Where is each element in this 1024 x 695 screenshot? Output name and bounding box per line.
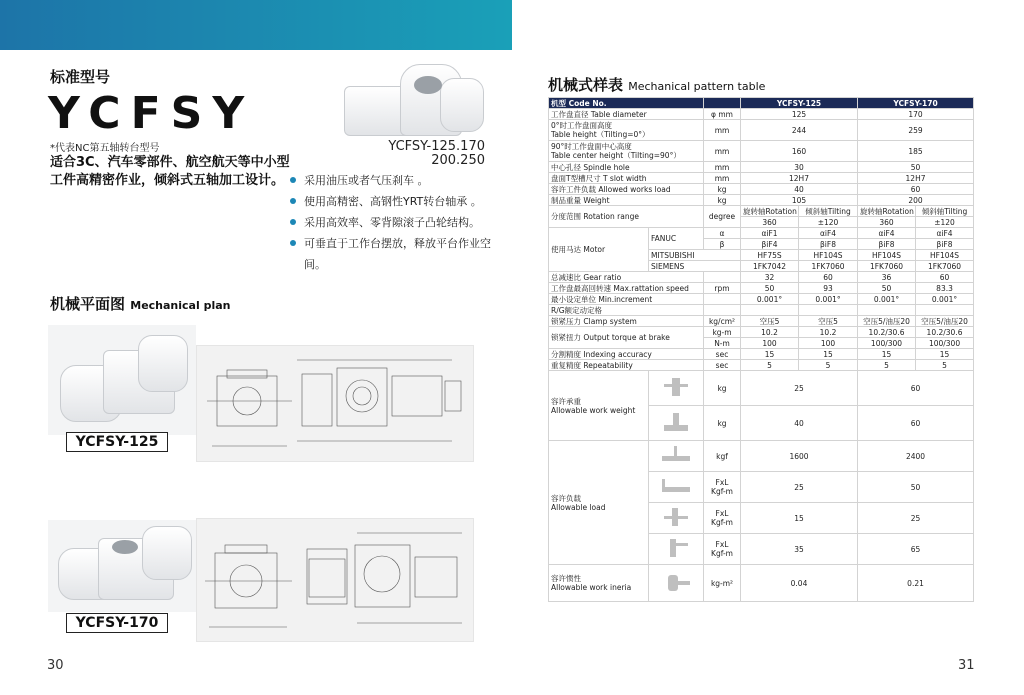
machine-photo-125	[48, 325, 196, 435]
model-name: YCFSY	[48, 88, 255, 139]
page-number-right: 31	[958, 658, 975, 673]
model-label-125: YCFSY-125	[66, 432, 168, 452]
model-caption	[345, 140, 485, 168]
feature-item: 采用油压或者气压刹车 。	[290, 170, 505, 191]
table-row: SIEMENS 1FK7042 1FK7060 1FK7060 1FK7060	[549, 261, 974, 272]
table-row: 最小设定单位 Min.increment 0.001° 0.001° 0.001° 0.001°	[549, 294, 974, 305]
table-row: 制品重量 Weight kg 105 200	[549, 195, 974, 206]
table-row: FxL Kgf-m 15 25	[549, 503, 974, 534]
table-row: 工作盘直径 Table diameter φ mm 125 170	[549, 109, 974, 120]
drawing-lines	[197, 519, 473, 641]
table-row: 分割精度 Indexing accuracy sec 15 15 15 15	[549, 349, 974, 360]
table-row: FxL Kgf-m 35 65	[549, 534, 974, 565]
bullet-icon	[290, 240, 296, 246]
load-diagram-icon	[649, 406, 704, 441]
table-row: 中心孔径 Spindle hole mm 30 50	[549, 162, 974, 173]
feature-list	[290, 170, 505, 275]
table-row: R/G额定动定格	[549, 305, 974, 316]
mechanical-table-title: 机械式样表 Mechanical pattern table	[548, 76, 766, 94]
table-row: 容许负载 Allowable load kgf 1600 2400	[549, 441, 974, 472]
load-diagram-icon	[649, 503, 704, 534]
table-row: 锁紧扭力 Output torque at brake kg-m 10.2 10.2 10.2/30.6 10.2/30.6	[549, 327, 974, 338]
bullet-icon	[290, 198, 296, 204]
machine-photo-170	[48, 520, 196, 612]
bullet-icon	[290, 177, 296, 183]
table-row: 工作盘最高回转速 Max.rattation speed rpm 50 93 50 83.3	[549, 283, 974, 294]
load-diagram-icon	[649, 441, 704, 472]
table-row: 容许承重 Allowable work weight kg 25 60	[549, 371, 974, 406]
table-row: 总减速比 Gear ratio 32 60 36 60	[549, 272, 974, 283]
technical-drawing-170	[196, 518, 474, 642]
table-row: kg 40 60	[549, 406, 974, 441]
table-row: 锁紧压力 Clamp system kg/cm² 空压5 空压5 空压5/油压20 空压5/油压20	[549, 316, 974, 327]
standard-model-title: 标准型号	[50, 68, 111, 86]
model-label-170: YCFSY-170	[66, 613, 168, 633]
table-row: 容许工件负载 Allowed works load kg 40 60	[549, 184, 974, 195]
feature-item: 可垂直于工作台摆放，释放平台作业空间。	[290, 233, 505, 275]
table-row: FxL Kgf-m 25 50	[549, 472, 974, 503]
table-row: 360 ±120 360 ±120	[549, 217, 974, 228]
load-diagram-icon	[649, 565, 704, 602]
feature-item: 使用高精密、高钢性YRT转台轴承 。	[290, 191, 505, 212]
load-diagram-icon	[649, 534, 704, 565]
table-row: 容许惯性 Allowable work ineria kg-m² 0.04 0.21	[549, 565, 974, 602]
table-row: 使用马达 Motor FANUC α αiF1 αiF4 αiF4 αiF4	[549, 228, 974, 239]
top-banner	[0, 0, 512, 50]
table-row: 分度范围 Rotation range degree 旋转轴Rotation 倾斜轴Tilting 旋转轴Rotation 倾斜轴Tilting	[549, 206, 974, 217]
table-row: 90°时工作盘面中心高度 Table center height（Tilting=90°） mm 160 185	[549, 141, 974, 162]
plan-section-title: 机械平面图 Mechanical plan	[50, 295, 231, 313]
load-diagram-icon	[649, 472, 704, 503]
table-header-row: 机型 Code No. YCFSY-125 YCFSY-170	[549, 98, 974, 109]
drawing-lines	[197, 346, 473, 461]
feature-item: 采用高效率、零背隙滚子凸轮结构。	[290, 212, 505, 233]
bullet-icon	[290, 219, 296, 225]
table-row: β βiF4 βiF8 βiF8 βiF8	[549, 239, 974, 250]
table-row: MITSUBISHI HF75S HF104S HF104S HF104S	[549, 250, 974, 261]
model-caption-line-1: YCFSY-125.170	[388, 139, 485, 154]
table-row: 盘面T型槽尺寸 T slot width mm 12H7 12H7	[549, 173, 974, 184]
product-photo-top	[340, 56, 490, 140]
table-row: 0°时工作盘面高度 Table height（Tilting=0°） mm 244 259	[549, 120, 974, 141]
model-description: 适合3C、汽车零部件、航空航天等中小型工件高精密作业，倾斜式五轴加工设计。	[50, 155, 290, 188]
table-row: N-m 100 100 100/300 100/300	[549, 338, 974, 349]
technical-drawing-125	[196, 345, 474, 462]
page-number-left: 30	[47, 658, 64, 673]
model-caption-line-2: 200.250	[431, 153, 485, 168]
load-diagram-icon	[649, 371, 704, 406]
model-subtitle: *代表NC第五轴转台型号	[50, 143, 160, 154]
spec-table	[548, 97, 974, 602]
table-row: 重复精度 Repeatability sec 5 5 5 5	[549, 360, 974, 371]
